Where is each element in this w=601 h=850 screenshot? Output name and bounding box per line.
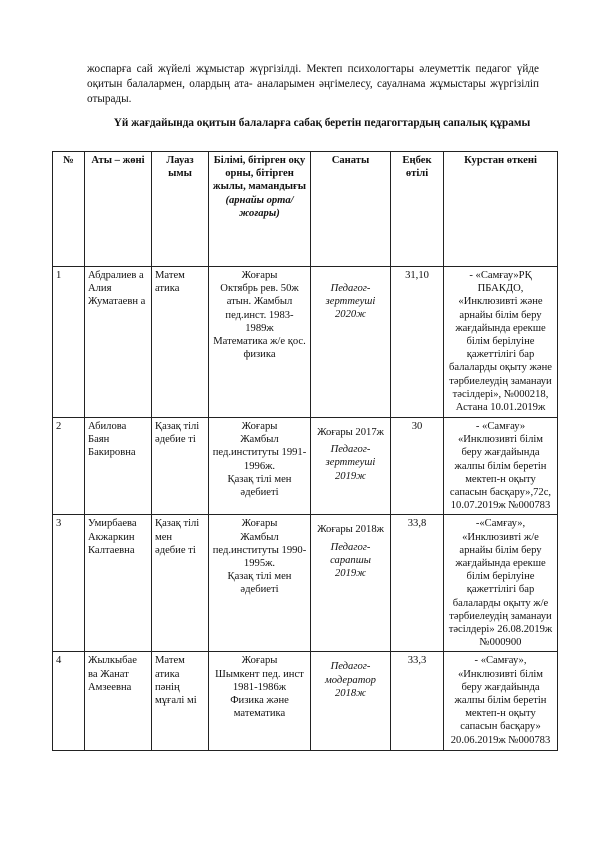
cell-category-note: Педагог-сарапшы 2019ж bbox=[330, 541, 371, 580]
header-category: Санаты bbox=[311, 152, 391, 267]
cell-experience: 30 bbox=[391, 418, 444, 515]
header-position: Лауаз ымы bbox=[152, 152, 209, 267]
intro-paragraph: жоспарға сай жүйелі жұмыстар жүргізілді. Мектеп психологтары әлеуметтік педагог үйде оқитын балалармен, олардың ата- аналарымен әңгімелесу, сауалнама жұмыстары жүргізіліп отырады. bbox=[87, 63, 539, 105]
cell-education: Жоғары Жамбыл пед.институты 1990-1995ж. Қазақ тілі мен әдебиеті bbox=[209, 515, 311, 652]
table-row bbox=[53, 652, 558, 751]
cell-courses: - «Самғау» «Инклюзивті білім беру жағдайында жалпы білім беретін мектеп-н оқыту сапасын басқару»,72с, 10.07.2019ж №000783 bbox=[444, 418, 558, 515]
header-courses: Курстан өткені bbox=[444, 152, 558, 267]
table-row bbox=[53, 515, 558, 652]
cell-name: Умирбаева Акжаркин Калтаевна bbox=[85, 515, 152, 652]
cell-education: Жоғары Октябрь рев. 50ж атын. Жамбыл пед.инст. 1983-1989ж Математика ж/е қос. физика bbox=[209, 267, 311, 418]
cell-courses: - «Самғау»РҚ ПБАКДО, «Инклюзивті және арнайы білім беру жағдайында ерекше білім берілуіне қажеттілігі бар балаларды оқыту және тәрбиелеудің заманауи тәсілдері», №000218, Астана 10.01.2019ж bbox=[444, 267, 558, 418]
cell-category bbox=[311, 267, 391, 418]
cell-position: Қазақ тілі әдебие ті bbox=[152, 418, 209, 515]
cell-category-note: Педагог-зерттеуші 2020ж bbox=[325, 283, 376, 321]
cell-courses: -«Самғау», «Инклюзивті ж/е арнайы білім беру жағдайында ерекше білім берілуіне қажеттілігі бар балаларды оқыту ж/е тәрбиелеудің заманауи тәсілдері» 26.08.2019ж №000900 bbox=[444, 515, 558, 652]
cell-education: Жоғары Шымкент пед. инст 1981-1986ж Физика және математика bbox=[209, 652, 311, 751]
header-experience: Еңбек өтілі bbox=[391, 152, 444, 267]
cell-position: Матем атика пәнің мұғалі мі bbox=[152, 652, 209, 751]
cell-courses: - «Самғау», «Инклюзивті білім беру жағдайында жалпы білім беретін мектеп-н оқыту сапасын басқару» 20.06.2019ж №000783 bbox=[444, 652, 558, 751]
cell-name: Абилова Баян Бакировна bbox=[85, 418, 152, 515]
cell-category bbox=[311, 652, 391, 751]
table-header-row bbox=[53, 152, 558, 267]
cell-category-main: Жоғары 2017ж bbox=[317, 427, 384, 438]
header-education-label: Білімі, бітірген оқу орны, бітірген жылы, мамандығы bbox=[212, 155, 307, 193]
cell-number: 1 bbox=[53, 267, 85, 418]
cell-number: 4 bbox=[53, 652, 85, 751]
table-row bbox=[53, 418, 558, 515]
cell-position: Матем атика bbox=[152, 267, 209, 418]
cell-category-note: Педагог-зерттеуші 2019ж bbox=[325, 444, 376, 482]
cell-experience: 31,10 bbox=[391, 267, 444, 418]
cell-experience: 33,3 bbox=[391, 652, 444, 751]
table-row bbox=[53, 267, 558, 418]
cell-experience: 33,8 bbox=[391, 515, 444, 652]
cell-name: Жылкыбае ва Жанат Амзеевна bbox=[85, 652, 152, 751]
header-number: № bbox=[53, 152, 85, 267]
header-education bbox=[209, 152, 311, 267]
table-title: Үй жағдайында оқитын балаларға сабақ беретін педагогтардың сапалық құрамы bbox=[113, 117, 531, 129]
cell-education: Жоғары Жамбыл пед.институты 1991-1996ж. Қазақ тілі мен әдебиеті bbox=[209, 418, 311, 515]
header-name: Аты – жөні bbox=[85, 152, 152, 267]
teachers-table bbox=[52, 151, 558, 751]
cell-category-note: Педагог-модератор 2018ж bbox=[325, 661, 376, 699]
cell-category-main: Жоғары 2018ж bbox=[317, 524, 384, 536]
cell-position: Қазақ тілі мен әдебие ті bbox=[152, 515, 209, 652]
cell-number: 2 bbox=[53, 418, 85, 515]
cell-number: 3 bbox=[53, 515, 85, 652]
cell-category bbox=[311, 418, 391, 515]
cell-name: Абдралиев а Алия Жуматаевн а bbox=[85, 267, 152, 418]
header-education-note: (арнайы орта/жоғары) bbox=[225, 194, 294, 219]
cell-category bbox=[311, 515, 391, 652]
